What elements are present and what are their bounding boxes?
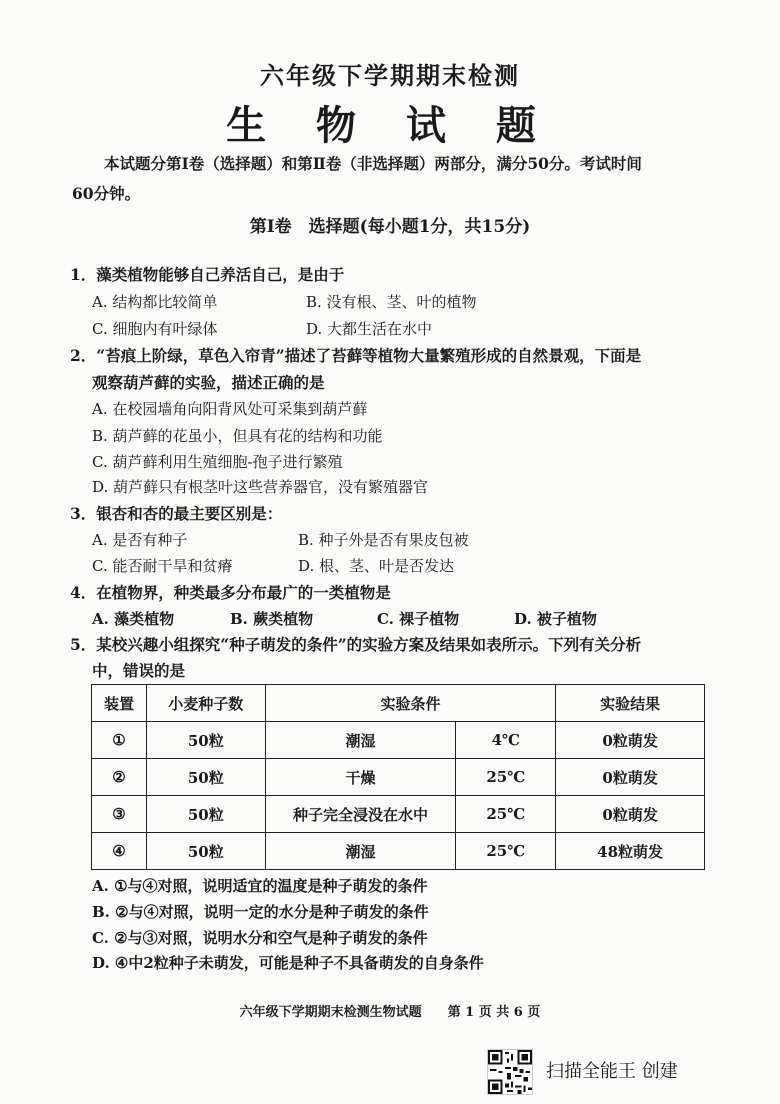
q1-option-c: C. 细胞内有叶绿体: [92, 320, 218, 338]
cell-temperature: 25℃: [456, 759, 556, 796]
cell-temperature: 4℃: [456, 722, 556, 759]
cell-moisture: 潮湿: [265, 722, 456, 759]
q4-option-b: B. 蕨类植物: [230, 610, 314, 628]
cell-moisture: 干燥: [265, 759, 456, 796]
header-seed-count: 小麦种子数: [146, 685, 265, 722]
q1-option-d: D. 大都生活在水中: [306, 320, 433, 338]
q2-option-b: B. 葫芦藓的花虽小，但具有花的结构和功能: [92, 427, 383, 445]
intro-line-2: 60分钟。: [72, 184, 141, 203]
q3-option-a: A. 是否有种子: [92, 531, 188, 549]
cell-moisture: 种子完全浸没在水中: [265, 796, 456, 833]
subject-title: 生 物 试 题: [226, 102, 554, 149]
page-footer: 六年级下学期期末检测生物试题 第 1 页 共 6 页: [239, 1005, 541, 1020]
q2-stem-line2: 观察葫芦藓的实验，描述正确的是: [92, 373, 325, 392]
intro-line-1: 本试题分第Ⅰ卷（选择题）和第Ⅱ卷（非选择题）两部分，满分50分。考试时间: [104, 154, 642, 173]
experiment-table: [91, 684, 705, 870]
table-header-row: [92, 685, 705, 722]
table-row: [92, 833, 705, 870]
q2-option-d: D. 葫芦藓只有根茎叶这些营养器官，没有繁殖器官: [92, 478, 429, 496]
cell-device: ①: [92, 722, 147, 759]
q2-stem-line1: 2．“苔痕上阶绿，草色入帘青”描述了苔藓等植物大量繁殖形成的自然景观，下面是: [70, 346, 642, 365]
q5-option-c: C. ②与③对照，说明水分和空气是种子萌发的条件: [92, 929, 428, 947]
q3-option-d: D. 根、茎、叶是否发达: [298, 557, 455, 575]
q2-option-a: A. 在校园墙角向阳背风处可采集到葫芦藓: [92, 400, 368, 418]
q4-option-c: C. 裸子植物: [377, 610, 460, 628]
header-result: 实验结果: [556, 685, 705, 722]
exam-title: 六年级下学期期末检测: [260, 61, 520, 90]
q3-option-b: B. 种子外是否有果皮包被: [298, 531, 469, 549]
cell-seeds: 50粒: [146, 722, 265, 759]
header-device: 装置: [92, 685, 147, 722]
q5-option-d: D. ④中2粒种子未萌发，可能是种子不具备萌发的自身条件: [92, 954, 484, 972]
cell-temperature: 25℃: [456, 796, 556, 833]
table-row: [92, 722, 705, 759]
q1-option-b: B. 没有根、茎、叶的植物: [306, 293, 477, 311]
cell-moisture: 潮湿: [265, 833, 456, 870]
q5-stem-line1: 5．某校兴趣小组探究“种子萌发的条件”的实验方案及结果如表所示。下列有关分析: [70, 635, 642, 654]
section-heading: 第Ⅰ卷 选择题(每小题1分，共15分): [249, 217, 531, 237]
q3-option-c: C. 能否耐干旱和贫瘠: [92, 557, 233, 575]
cell-result: 0粒萌发: [556, 722, 705, 759]
cell-temperature: 25℃: [456, 833, 556, 870]
cell-device: ④: [92, 833, 147, 870]
cell-result: 0粒萌发: [556, 759, 705, 796]
cell-result: 48粒萌发: [556, 833, 705, 870]
cell-seeds: 50粒: [146, 833, 265, 870]
cell-device: ②: [92, 759, 147, 796]
table-row: [92, 796, 705, 833]
q5-option-b: B. ②与④对照，说明一定的水分是种子萌发的条件: [92, 903, 429, 921]
q5-option-a: A. ①与④对照，说明适宜的温度是种子萌发的条件: [92, 877, 428, 895]
q4-stem: 4．在植物界，种类最多分布最广的一类植物是: [70, 583, 391, 602]
scanner-watermark: 扫描全能王 创建: [546, 1061, 678, 1082]
cell-seeds: 50粒: [146, 759, 265, 796]
q4-option-d: D. 被子植物: [514, 610, 597, 628]
q4-option-a: A. 藻类植物: [92, 610, 175, 628]
q3-stem: 3．银杏和杏的最主要区别是：: [70, 504, 283, 523]
q5-stem-line2: 中，错误的是: [92, 661, 186, 680]
header-conditions: 实验条件: [265, 685, 556, 722]
cell-device: ③: [92, 796, 147, 833]
q2-option-c: C. 葫芦藓利用生殖细胞-孢子进行繁殖: [92, 453, 343, 471]
table-row: [92, 759, 705, 796]
cell-result: 0粒萌发: [556, 796, 705, 833]
q1-stem: 1．藻类植物能够自己养活自己，是由于: [70, 265, 345, 284]
q1-option-a: A. 结构都比较简单: [92, 293, 218, 311]
qr-code-icon: [487, 1049, 533, 1095]
cell-seeds: 50粒: [146, 796, 265, 833]
